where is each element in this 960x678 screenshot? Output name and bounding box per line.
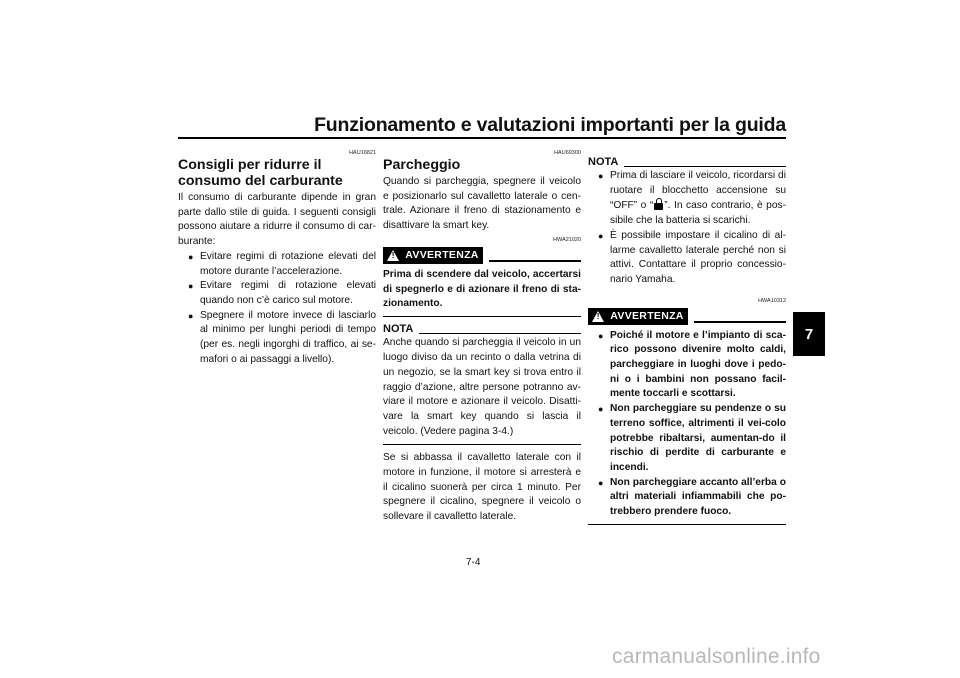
list-item: ● Evitare regimi di rotazione elevati quando non c’è carico sul motore.	[188, 279, 376, 308]
warning-label: AVVERTENZA	[610, 309, 684, 322]
warning-rule	[694, 321, 786, 323]
warning-end-rule	[588, 524, 786, 526]
nota-label: NOTA	[383, 323, 414, 336]
warning-rule	[489, 260, 581, 262]
warning-text: Prima di scendere dal veicolo, accertarsi di spegnerlo e di azionare il freno di sta-zionamento.	[383, 268, 581, 310]
warning-triangle-icon	[592, 311, 604, 322]
warning-code: HWA10312	[758, 297, 786, 304]
warning-header	[588, 308, 786, 325]
header-rule	[178, 137, 786, 139]
section-intro: Il consumo di carburante dipende in gran parte dallo stile di guida. I seguenti consigli possono aiutare a ridurre il consumo di car-burante:	[178, 192, 376, 248]
tips-list	[178, 250, 376, 368]
warning-header	[383, 247, 581, 264]
chapter-tab: 7	[793, 312, 825, 356]
lock-icon	[654, 198, 663, 210]
warning-badge	[588, 308, 688, 325]
warning-code: HWA21020	[553, 236, 581, 243]
column-fuel-tips	[178, 150, 376, 367]
nota-rule	[624, 166, 786, 167]
nota-text: Anche quando si parcheggia il veicolo in un luogo diviso da un recinto o dalla vetrina di un negozio, se la smart key si trova entro il raggio d’azione, altre persone potranno av-viare il motore e azionare il veicolo. Disatti-vare la smart key quando si lascia il veicolo. (Vedere pagina 3-4.)	[383, 337, 581, 437]
section-code: HAU69300	[554, 150, 581, 156]
nota-header	[383, 323, 581, 336]
nota-end-rule	[383, 444, 581, 445]
warning-end-rule	[383, 316, 581, 318]
warning-triangle-icon	[387, 250, 399, 261]
section-intro: Quando si parcheggia, spegnere il veicolo e posizionarlo sul cavalletto laterale o cen-trale. Azionare il freno di stazionamento e disattivare la smart key.	[383, 176, 581, 232]
nota-header	[588, 156, 786, 169]
nota-label: NOTA	[588, 156, 619, 168]
section-heading: Consigli per ridurre il consumo del carburante	[178, 157, 343, 189]
nota-list	[588, 169, 786, 288]
list-item: ● Poiché il motore e l’impianto di sca-rico possono divenire molto caldi, parcheggiare in luoghi dove i pedo-ni o i bambini non possano facil-mente toccarli e scottarsi.	[598, 329, 786, 403]
list-item: ● Non parcheggiare su pendenze o su terreno soffice, altrimenti il vei-colo potrebbe ribaltarsi, aumentan-do il rischio di perdite di carburante e incendi.	[598, 402, 786, 476]
warning-list	[588, 329, 786, 520]
warning-badge	[383, 247, 483, 264]
list-item: ● Prima di lasciare il veicolo, ricordarsi di ruotare il blocchetto accensione su “OFF” o “ ”. In caso contrario, è pos-sibile che la batteria si scarichi.	[598, 169, 786, 229]
warning-label: AVVERTENZA	[405, 248, 479, 261]
column-parking	[383, 150, 581, 525]
list-item: ● Spegnere il motore invece di lasciarlo al minimo per lunghi periodi di tempo (per es. negli ingorghi di traffico, ai se-mafori o ai passaggi a livello).	[188, 309, 376, 368]
watermark: carmanualsonline.info	[612, 645, 821, 668]
column-parking-notes	[588, 150, 786, 531]
parking-sidestand-text: Se si abbassa il cavalletto laterale con il motore in funzione, il motore si arresterà e il cicalino suonerà per circa 1 minuto. Per spegnere il cicalino, spegnere il veicolo o sollevare il cavalletto laterale.	[383, 452, 581, 523]
list-item: ● Non parcheggiare accanto all’erba o altri materiali infiammabili che po-trebbero prendere fuoco.	[598, 476, 786, 520]
nota-rule	[419, 333, 581, 334]
list-item: ● È possibile impostare il cicalino di al-larme cavalletto laterale perché non si attivi. Contattare il proprio concessio-nario Yamaha.	[598, 229, 786, 288]
section-code: HAU16821	[349, 150, 376, 156]
section-heading: Parcheggio	[383, 157, 461, 173]
list-item: ● Evitare regimi di rotazione elevati del motore durante l’accelerazione.	[188, 250, 376, 279]
page-header-title: Funzionamento e valutazioni importanti per la guida	[314, 114, 786, 136]
page-number: 7-4	[466, 557, 481, 568]
